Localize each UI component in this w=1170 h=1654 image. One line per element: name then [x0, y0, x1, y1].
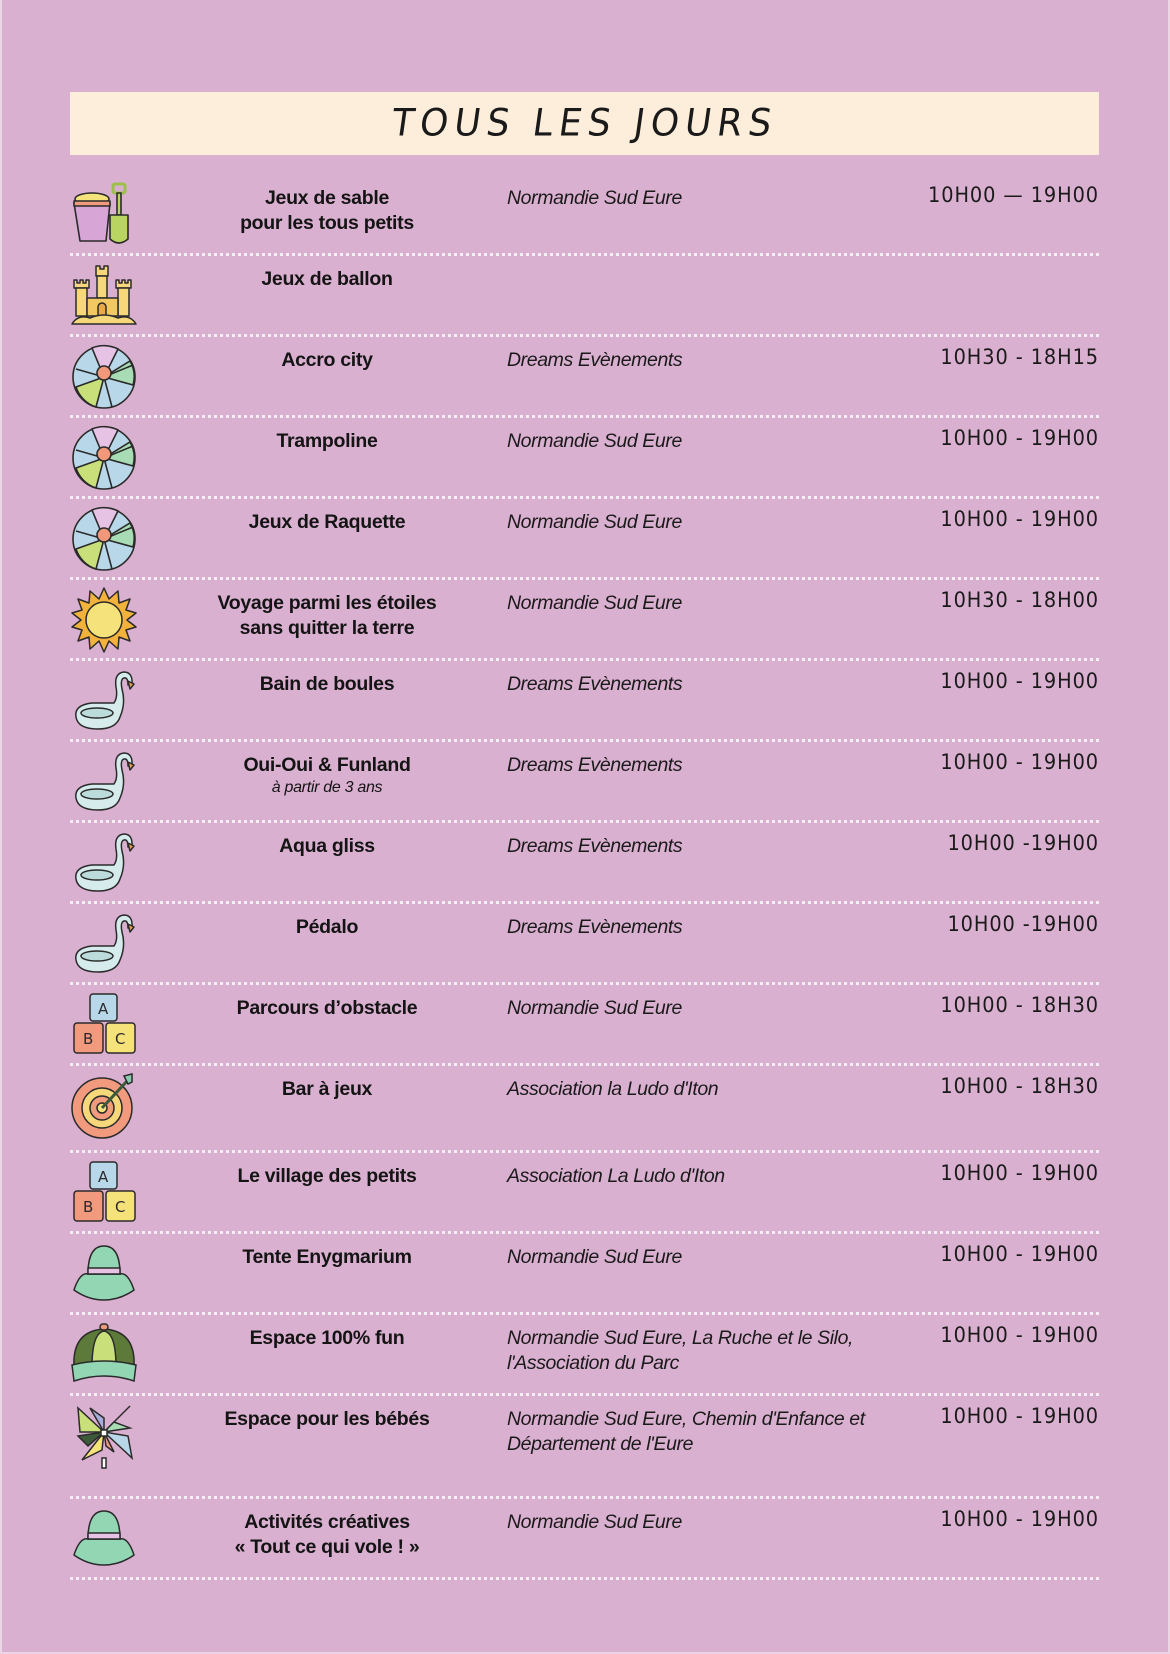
swan-float-icon: [70, 661, 142, 735]
activity-name: [162, 904, 492, 940]
svg-text:B: B: [83, 1198, 94, 1216]
activity-organizer: Normandie Sud Eure, Chemin d'Enfance et Département de l'Eure: [507, 1408, 865, 1455]
svg-text:C: C: [115, 1030, 126, 1048]
activity-hours: 10H00 - 19H00: [940, 1323, 1099, 1347]
activity-organizer: Dreams Evènements: [507, 835, 683, 857]
activity-organizer: Normandie Sud Eure: [507, 511, 682, 533]
activity-name: [162, 337, 492, 373]
activity-hours: 10H00 - 19H00: [940, 1161, 1099, 1185]
activity-hours: 10H00 - 19H00: [940, 1507, 1099, 1531]
activity-hours: 10H00 - 18H30: [940, 993, 1099, 1017]
beach-ball-icon: [70, 337, 142, 411]
abc-blocks-icon: [70, 1153, 142, 1227]
activity-name-line1: Trampoline: [276, 430, 378, 452]
activity-hours: 10H00 — 19H00: [928, 183, 1099, 207]
activity-name: [162, 175, 492, 236]
sun-icon: [70, 580, 142, 654]
activity-name-line1: Espace pour les bébés: [224, 1408, 430, 1430]
activity-name-line1: Pédalo: [295, 916, 359, 938]
activity-row: [70, 1396, 1099, 1499]
svg-text:A: A: [98, 1168, 109, 1186]
activity-organizer: Normandie Sud Eure: [507, 187, 682, 209]
activity-row: [70, 499, 1099, 580]
target-dart-icon: [70, 1066, 142, 1140]
activity-name: [162, 1153, 492, 1189]
activity-name: [162, 742, 492, 798]
activity-row: [70, 1066, 1099, 1153]
activity-organizer: Association La Ludo d'Iton: [507, 1165, 725, 1187]
activity-row: [70, 985, 1099, 1066]
activity-name-line1: Bar à jeux: [281, 1078, 373, 1100]
activity-name-line1: Aqua gliss: [279, 835, 375, 857]
activity-organizer: Normandie Sud Eure: [507, 997, 682, 1019]
activity-organizer: [507, 256, 867, 267]
abc-blocks-icon: [70, 985, 142, 1059]
activity-row: [70, 337, 1099, 418]
activity-hours: 10H00 -19H00: [947, 831, 1099, 855]
activity-name-line1: Jeux de Raquette: [248, 511, 406, 533]
activity-name-line2: pour les tous petits: [240, 212, 414, 234]
activity-organizer: Dreams Evènements: [507, 349, 683, 371]
activity-row: [70, 418, 1099, 499]
activity-row: [70, 256, 1099, 337]
activity-age-note: à partir de 3 ans: [271, 779, 383, 796]
svg-text:B: B: [83, 1030, 94, 1048]
activity-name-line1: Jeux de ballon: [261, 268, 393, 290]
activity-name-line1: Espace 100% fun: [249, 1327, 405, 1349]
activity-organizer: Normandie Sud Eure: [507, 1511, 682, 1533]
activity-name-line1: Le village des petits: [237, 1165, 417, 1187]
activity-row: [70, 580, 1099, 661]
activity-name-line2: « Tout ce qui vole ! »: [234, 1536, 420, 1558]
activity-name: [162, 1234, 492, 1270]
activity-name: [162, 418, 492, 454]
activity-name-line1: Bain de boules: [259, 673, 395, 695]
swan-float-icon: [70, 823, 142, 897]
activity-name-line1: Parcours d’obstacle: [236, 997, 418, 1019]
svg-text:A: A: [98, 1000, 109, 1018]
activity-name: [162, 985, 492, 1021]
activity-hours: 10H00 - 19H00: [940, 1404, 1099, 1428]
activity-organizer: Normandie Sud Eure: [507, 1246, 682, 1268]
activity-name: [162, 823, 492, 859]
activity-organizer: Normandie Sud Eure: [507, 430, 682, 452]
swan-float-icon: [70, 742, 142, 816]
activity-organizer: Normandie Sud Eure, La Ruche et le Silo, l'Association du Parc: [507, 1327, 854, 1374]
activity-hours: 10H00 - 19H00: [940, 426, 1099, 450]
activity-hours: 10H00 - 19H00: [940, 1242, 1099, 1266]
activity-row: [70, 175, 1099, 256]
activity-row: [70, 904, 1099, 985]
activity-name: [162, 661, 492, 697]
activity-hours: 10H00 - 19H00: [940, 750, 1099, 774]
sun-hat-icon: [70, 1499, 142, 1573]
activity-name-line1: Accro city: [281, 349, 373, 371]
activity-hours: 10H30 - 18H15: [940, 345, 1099, 369]
activity-name-line1: Voyage parmi les étoiles: [217, 592, 437, 614]
activity-row: [70, 823, 1099, 904]
activity-name: [162, 499, 492, 535]
activity-organizer: Dreams Evènements: [507, 754, 683, 776]
beach-ball-icon: [70, 418, 142, 492]
activity-hours: [886, 256, 1099, 264]
swan-float-icon: [70, 904, 142, 978]
activity-name-line1: Tente Enygmarium: [242, 1246, 412, 1268]
activity-hours: 10H00 - 19H00: [940, 669, 1099, 693]
activity-hours: 10H00 - 18H30: [940, 1074, 1099, 1098]
activity-name: [162, 1499, 492, 1560]
activity-name-line1: Oui-Oui & Funland: [243, 754, 411, 776]
activity-row: [70, 1315, 1099, 1396]
activity-name-line1: Activités créatives: [244, 1511, 410, 1533]
page-title: TOUS LES JOURS: [388, 101, 781, 146]
svg-text:C: C: [115, 1198, 126, 1216]
activity-name-line2: sans quitter la terre: [239, 617, 415, 639]
activity-name: [162, 1396, 492, 1432]
activity-name: [162, 1066, 492, 1102]
activity-row: [70, 1499, 1099, 1580]
activity-row: [70, 1234, 1099, 1315]
activity-name: [162, 580, 492, 641]
title-banner: [70, 92, 1099, 155]
pinwheel-icon: [70, 1396, 142, 1470]
sandcastle-icon: [70, 256, 142, 330]
activity-hours: 10H30 - 18H00: [940, 588, 1099, 612]
activity-schedule: [70, 175, 1099, 1580]
activity-row: [70, 742, 1099, 823]
beach-ball-icon: [70, 499, 142, 573]
activity-hours: 10H00 - 19H00: [940, 507, 1099, 531]
activity-name: [162, 1315, 492, 1351]
activity-organizer: Normandie Sud Eure: [507, 592, 682, 614]
activity-row: [70, 1153, 1099, 1234]
activity-organizer: Association la Ludo d'Iton: [507, 1078, 719, 1100]
sand-bucket-icon: [70, 175, 142, 249]
activity-name: [162, 256, 492, 292]
activity-organizer: Dreams Evènements: [507, 673, 683, 695]
sun-hat-icon: [70, 1234, 142, 1308]
activity-hours: 10H00 -19H00: [947, 912, 1099, 936]
cap-icon: [70, 1315, 142, 1389]
activity-row: [70, 661, 1099, 742]
activity-organizer: Dreams Evènements: [507, 916, 683, 938]
activity-name-line1: Jeux de sable: [264, 187, 389, 209]
